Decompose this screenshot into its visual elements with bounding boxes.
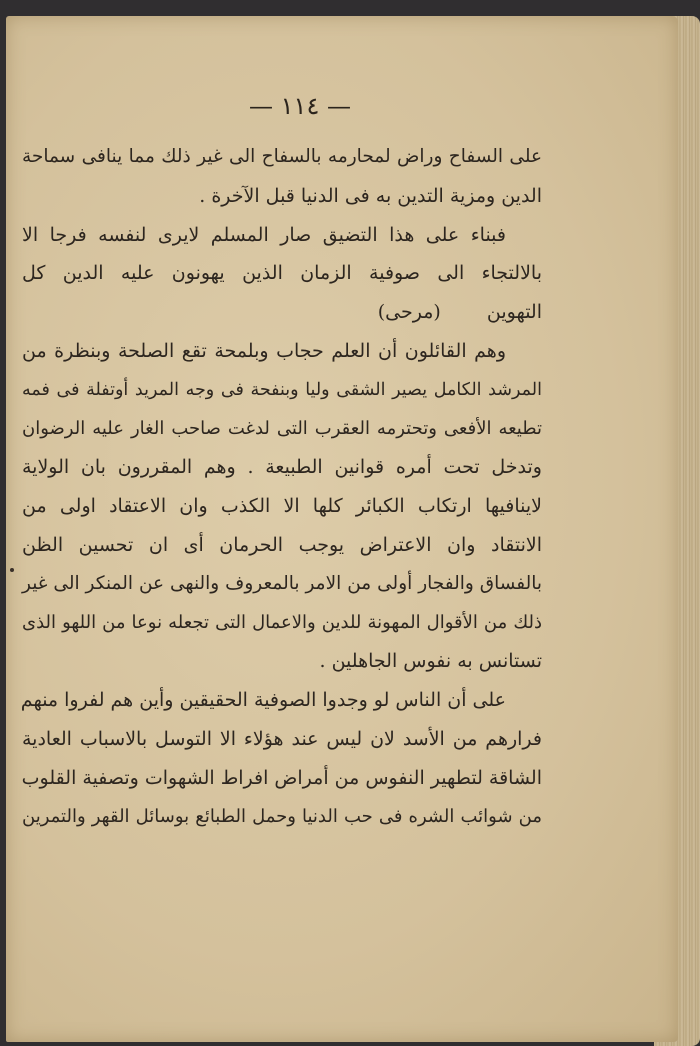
text-line: بالالتجاء الى صوفية الزمان الذين يهونون عليه الدين كل <box>22 262 542 285</box>
text-line: ذلك من الأقوال المهونة للدين والاعمال التى تجعله نوعا من اللهو الذى <box>22 611 542 633</box>
text-line: على أن الناس لو وجدوا الصوفية الحقيقين وأين هم لفروا منهم <box>20 689 506 712</box>
text-line: بالفساق والفجار أولى من الامر بالمعروف والنهى عن المنكر الى غير <box>22 572 542 594</box>
body-text <box>22 138 542 836</box>
text-line: التهوين (مرحى) <box>377 301 542 324</box>
text-line: تطيعه الأفعى وتحترمه العقرب التى لدغت صاحب الغار عليه الرضوان <box>22 417 542 439</box>
text-line: الشاقة لتطهير النفوس من أمراض افراط الشهوات وتصفية القلوب <box>21 766 542 789</box>
text-line: المرشد الكامل يصير الشقى وليا وبنفحة فى وجه المريد أوتفلة فى فمه <box>22 379 542 400</box>
text-line: تستانس به نفوس الجاهلين . <box>319 650 542 673</box>
text-line: من شوائب الشره فى حب الدنيا وحمل الطبائع بوسائل القهر والتمرين <box>22 805 542 827</box>
text-line: لاينافيها ارتكاب الكبائر كلها الا الكذب وان الاعتقاد اولى من <box>22 495 542 518</box>
text-line: وتدخل تحت أمره قوانين الطبيعة . وهم المقررون بان الولاية <box>22 456 542 479</box>
text-line: فبناء على هذا التضيق صار المسلم لايرى لنفسه فرجا الا <box>22 223 506 246</box>
text-line: الدين ومزية التدين به فى الدنيا قبل الآخرة . <box>199 184 542 207</box>
text-line: الانتقاد وان الاعتراض يوجب الحرمان أى ان تحسين الظن <box>22 533 542 556</box>
text-line: على السفاح وراض لمحارمه بالسفاح الى غير ذلك مما ينافى سماحة <box>22 146 542 167</box>
text-line: فرارهم من الأسد لان ليس عند هؤلاء الا التوسل بالاسباب العادية <box>22 727 542 750</box>
ink-speck <box>10 568 14 572</box>
text-line: وهم القائلون أن العلم حجاب وبلمحة تقع الصلحة وبنظرة من <box>22 339 506 362</box>
page-number: — ١١٤ — <box>249 92 351 120</box>
